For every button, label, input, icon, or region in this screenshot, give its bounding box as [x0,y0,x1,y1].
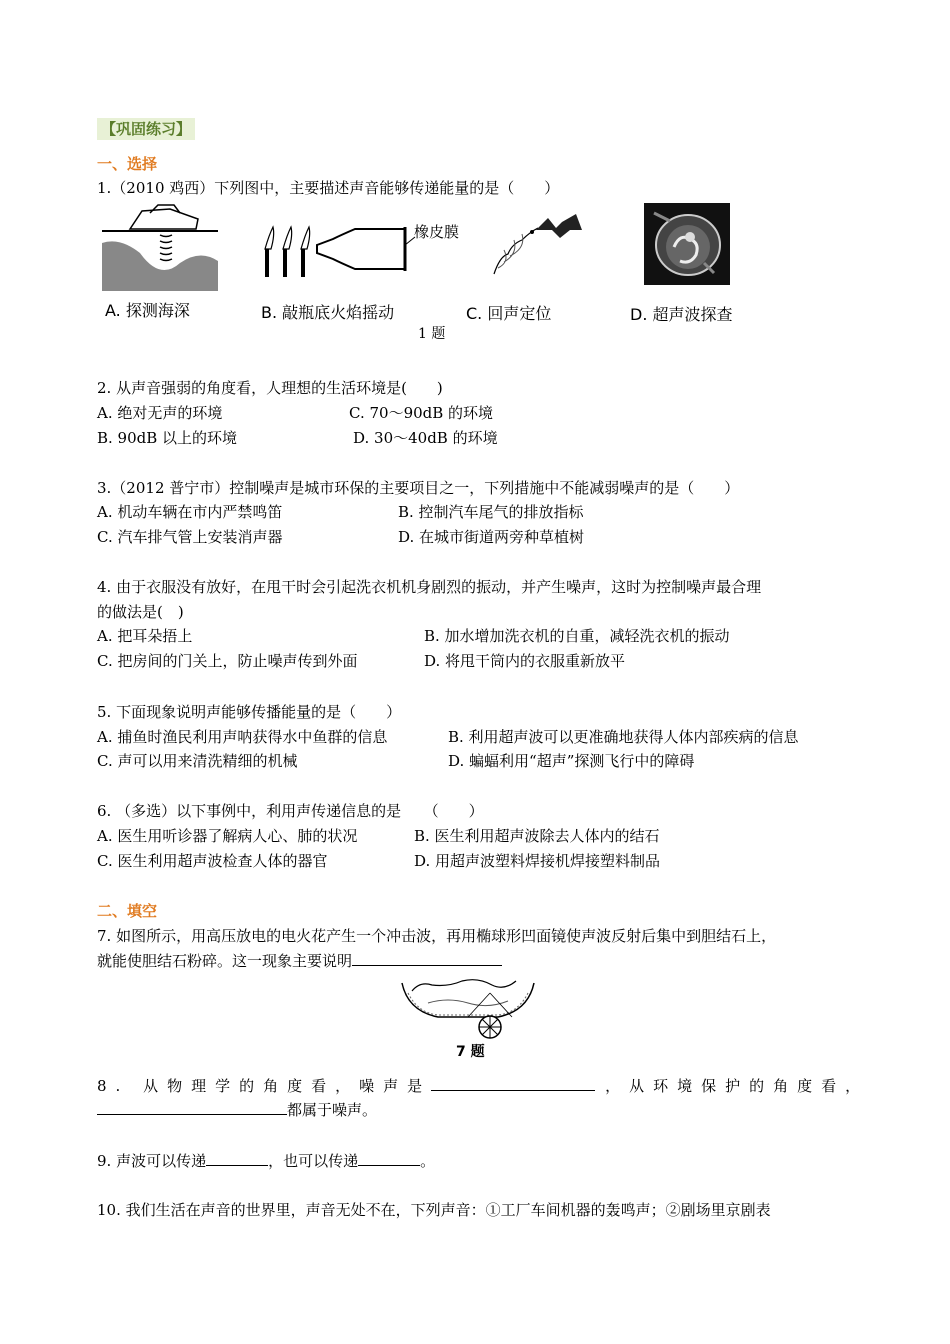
q7-figure-note: 7 题 [456,1044,485,1060]
q8-answer-blank-1[interactable] [431,1076,595,1091]
q9-text-part2: ，也可以传递 [268,1152,359,1170]
q5-stem: 5. 下面现象说明声能够传播能量的是（ ） [97,703,402,721]
q7-stem-line2 [97,951,502,971]
q1-figure-d-ultrasound [644,203,730,285]
q5-option-c: C. 声可以用来清洗精细的机械 [97,752,298,770]
q2-stem: 2. 从声音强弱的角度看，人理想的生活环境是( ) [97,379,443,397]
q7-answer-blank[interactable] [352,951,502,966]
q4-stem-line1: 4. 由于衣服没有放好，在甩干时会引起洗衣机机身剧烈的振动，并产生噪声，这时为控制噪声最合理 [97,578,762,596]
q2-option-a: A. 绝对无声的环境 [97,404,223,422]
q8-text-part3: 都属于噪声。 [287,1101,378,1119]
q2-option-c: C. 70～90dB 的环境 [349,404,494,422]
q8-line1 [97,1076,869,1096]
q9-line [97,1151,435,1171]
q2-option-d: D. 30～40dB 的环境 [353,429,498,447]
q3-stem: 3.（2012 普宁市）控制噪声是城市环保的主要项目之一，下列措施中不能减弱噪声的是（ ） [97,479,740,497]
q8-text-part2: ，从环境保护的角度看， [605,1077,870,1095]
q6-option-c: C. 医生利用超声波检查人体的器官 [97,852,328,870]
q9-text-part3: 。 [420,1152,436,1170]
q6-stem: 6. （多选）以下事例中，利用声传递信息的是 （ ） [97,802,484,820]
q5-option-a: A. 捕鱼时渔民利用声呐获得水中鱼群的信息 [97,728,388,746]
q3-option-b: B. 控制汽车尾气的排放指标 [398,503,584,521]
q3-option-c: C. 汽车排气管上安装消声器 [97,528,283,546]
q4-option-a: A. 把耳朵捂上 [97,627,193,645]
practice-heading: 【巩固练习】 [97,118,195,140]
q1-figure-a-boat [100,203,220,293]
q7-stem-text: 就能使胆结石粉碎。这一现象主要说明 [97,952,353,970]
q5-option-d: D. 蝙蝠利用“超声”探测飞行中的障碍 [448,752,695,770]
q1-figure-c-bat [490,208,590,280]
section-choice-title: 一、选择 [97,155,158,173]
q9-text-part1: 9. 声波可以传递 [97,1152,207,1170]
q6-option-d: D. 用超声波塑料焊接机焊接塑料制品 [414,852,661,870]
q4-option-c: C. 把房间的门关上，防止噪声传到外面 [97,652,358,670]
q8-line2 [97,1100,377,1120]
section-fill-title: 二、填空 [97,902,158,920]
q6-option-b: B. 医生利用超声波除去人体内的结石 [414,827,660,845]
q2-option-b: B. 90dB 以上的环境 [97,429,238,447]
q4-stem-line2: 的做法是( ) [97,603,184,621]
q5-option-b: B. 利用超声波可以更准确地获得人体内部疾病的信息 [448,728,799,746]
q1-figure-note: 1 题 [418,326,446,342]
q1-caption-d: D. 超声波探查 [630,305,733,324]
q8-text-part1: 8. 从物理学的角度看，噪声是 [97,1077,432,1095]
q9-answer-blank-2[interactable] [358,1151,420,1166]
q1-stem: 1.（2010 鸡西）下列图中，主要描述声音能够传递能量的是（ ） [97,179,560,197]
q10-stem: 10. 我们生活在声音的世界里，声音无处不在，下列声音：①工厂车间机器的轰鸣声；②剧场里京剧表 [97,1201,771,1219]
q4-option-b: B. 加水增加洗衣机的自重，减轻洗衣机的振动 [424,627,730,645]
q1-caption-b: B. 敲瓶底火焰摇动 [261,303,395,322]
q7-figure-lithotripsy [398,973,538,1039]
q7-stem-line1: 7. 如图所示，用高压放电的电火花产生一个冲击波，再用椭球形凹面镜使声波反射后集中到胆结石上， [97,927,777,945]
q1-figure-b-label: 橡皮膜 [414,223,460,241]
q6-option-a: A. 医生用听诊器了解病人心、肺的状况 [97,827,358,845]
q3-option-d: D. 在城市街道两旁种草植树 [398,528,585,546]
q1-caption-a: A. 探测海深 [105,301,190,320]
q4-option-d: D. 将甩干筒内的衣服重新放平 [424,652,626,670]
q1-caption-c: C. 回声定位 [466,304,552,323]
q9-answer-blank-1[interactable] [206,1151,268,1166]
q3-option-a: A. 机动车辆在市内严禁鸣笛 [97,503,283,521]
q8-answer-blank-2[interactable] [97,1100,287,1115]
q1-figure-b-bottle-candles [255,215,470,280]
